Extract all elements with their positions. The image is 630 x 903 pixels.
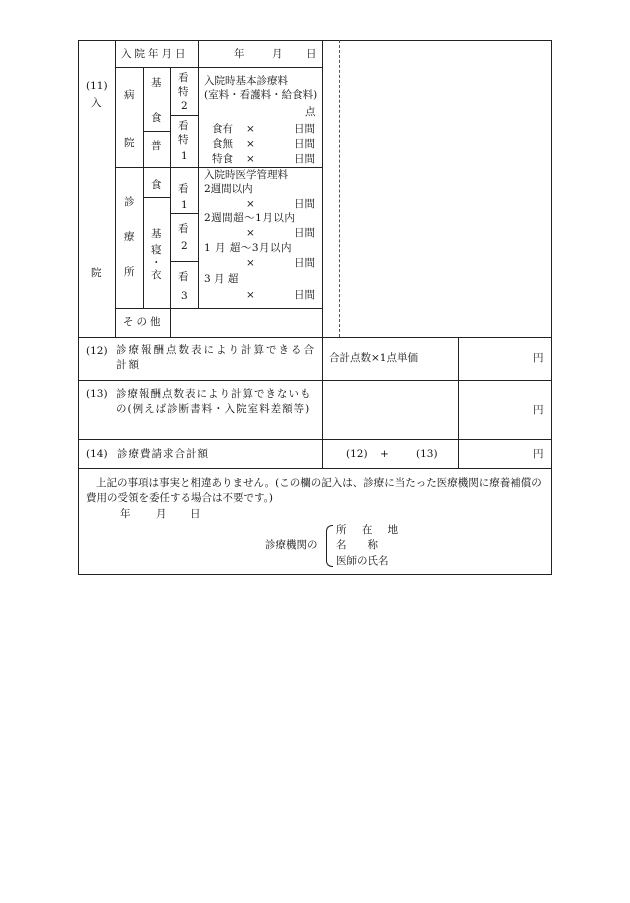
rule bbox=[115, 40, 116, 338]
rule bbox=[115, 167, 322, 168]
row14-ref-12: (12) bbox=[346, 448, 368, 460]
curly-brace bbox=[326, 525, 333, 567]
rule bbox=[322, 40, 323, 469]
mgmt-fee-period: 2週間以内 bbox=[204, 183, 253, 195]
nursing-grade: 2 bbox=[181, 240, 188, 252]
basic-fee-unit: 点 bbox=[305, 106, 316, 118]
row12-formula: 合計点数×1点単価 bbox=[329, 352, 418, 364]
row13-yen: 円 bbox=[533, 404, 544, 416]
section-title-char: 入 bbox=[91, 97, 102, 109]
nursing-grade: 看 bbox=[178, 223, 189, 235]
rule bbox=[115, 308, 322, 309]
admission-date-label: 入院年月日 bbox=[121, 48, 189, 60]
nursing-grade: 1 bbox=[181, 199, 188, 211]
mgmt-fee-period: 1 月 超〜3月以内 bbox=[204, 242, 293, 254]
admission-date-day: 日 bbox=[306, 48, 317, 60]
regular-meal-char: 普 bbox=[151, 140, 162, 152]
fee-row-times: × bbox=[246, 153, 255, 165]
admission-date-month: 月 bbox=[272, 48, 283, 60]
fee-row-times: × bbox=[246, 123, 255, 135]
basic-bedding-char: 基 bbox=[151, 228, 162, 240]
basic-bedding-char: ・ bbox=[151, 257, 162, 269]
mgmt-fee-unit: 日間 bbox=[294, 257, 315, 269]
rule bbox=[143, 67, 144, 308]
nursing-grade: 2 bbox=[181, 100, 188, 112]
rule bbox=[170, 213, 199, 214]
rule bbox=[78, 337, 552, 338]
nursing-grade: 看 bbox=[178, 183, 189, 195]
mgmt-fee-period: 3 月 超 bbox=[204, 273, 239, 285]
row12-label: 診療報酬点数表により計算できる合計額 bbox=[116, 344, 316, 371]
fee-row-unit: 日間 bbox=[294, 153, 315, 165]
basic-meal-char: 基 bbox=[151, 77, 162, 89]
cert-date-month: 月 bbox=[156, 508, 167, 520]
rule bbox=[115, 67, 322, 68]
fee-row-label: 食有 bbox=[212, 123, 233, 135]
certification-text: 上記の事項は事実と相違ありません。(この欄の記入は、診療に当たった医療機関に療養補償の費用の受領を委任する場合は不要です。) bbox=[86, 477, 542, 504]
nursing-grade: 3 bbox=[181, 290, 188, 302]
mgmt-fee-unit: 日間 bbox=[294, 289, 315, 301]
row13-number: (13) bbox=[86, 388, 108, 400]
mgmt-fee-times: × bbox=[246, 257, 255, 269]
section-title-char: 院 bbox=[91, 267, 102, 279]
cert-date-year: 年 bbox=[120, 508, 131, 520]
fee-row-times: × bbox=[246, 138, 255, 150]
institution-label: 診療機関の bbox=[265, 539, 318, 551]
basic-bedding-char: 衣 bbox=[151, 269, 162, 281]
clinic-label-char: 療 bbox=[124, 231, 135, 243]
nursing-grade: 看 bbox=[178, 120, 189, 132]
rule bbox=[78, 380, 552, 381]
row14-ref-13: (13) bbox=[416, 448, 438, 460]
row12-yen: 円 bbox=[533, 352, 544, 364]
fee-row-label: 食無 bbox=[212, 138, 233, 150]
row13-label: 診療報酬点数表により計算できないもの(例えば診断書料・入院室料差額等) bbox=[116, 388, 312, 415]
rule bbox=[198, 40, 199, 308]
nursing-grade: 特 bbox=[178, 86, 189, 98]
mgmt-fee-times: × bbox=[246, 227, 255, 239]
row14-plus: + bbox=[380, 448, 389, 460]
rule bbox=[78, 468, 552, 469]
institution-address-label: 所 在 地 bbox=[336, 524, 405, 536]
row14-yen: 円 bbox=[533, 448, 544, 460]
rule bbox=[551, 40, 552, 575]
basic-bedding-char: 寝 bbox=[151, 244, 162, 256]
institution-name-label: 名 称 bbox=[336, 539, 378, 551]
basic-fee-title: 入院時基本診療料 bbox=[204, 75, 288, 87]
fee-row-unit: 日間 bbox=[294, 138, 315, 150]
mgmt-fee-period: 2週間超〜1月以内 bbox=[204, 212, 296, 224]
rule bbox=[170, 261, 199, 262]
mgmt-fee-times: × bbox=[246, 289, 255, 301]
rule bbox=[78, 439, 552, 440]
mgmt-fee-title: 入院時医学管理料 bbox=[204, 169, 288, 181]
rule bbox=[143, 197, 171, 198]
nursing-grade: 看 bbox=[178, 72, 189, 84]
rule bbox=[170, 115, 199, 116]
mgmt-fee-unit: 日間 bbox=[294, 198, 315, 210]
row14-number: (14) bbox=[86, 448, 108, 460]
section-number: (11) bbox=[86, 80, 108, 92]
basic-fee-detail: (室料・看護料・給食料) bbox=[204, 89, 318, 101]
rule bbox=[170, 67, 171, 338]
row14-label: 診療費請求合計額 bbox=[117, 448, 209, 460]
clinic-label-char: 所 bbox=[124, 266, 135, 278]
mgmt-fee-unit: 日間 bbox=[294, 227, 315, 239]
nursing-grade: 特 bbox=[178, 134, 189, 146]
rule bbox=[458, 337, 459, 469]
fee-row-label: 特食 bbox=[212, 153, 233, 165]
regular-meal-char: 食 bbox=[151, 179, 162, 191]
ward-label-char: 院 bbox=[124, 137, 135, 149]
ward-label-char: 病 bbox=[124, 89, 135, 101]
clinic-label-char: 診 bbox=[124, 196, 135, 208]
row12-number: (12) bbox=[86, 345, 108, 357]
rule bbox=[78, 40, 552, 41]
dashed-rule bbox=[339, 40, 340, 337]
rule bbox=[78, 574, 552, 575]
cert-date-day: 日 bbox=[190, 508, 201, 520]
nursing-grade: 看 bbox=[178, 271, 189, 283]
fee-row-unit: 日間 bbox=[294, 123, 315, 135]
mgmt-fee-times: × bbox=[246, 198, 255, 210]
basic-meal-char: 食 bbox=[151, 112, 162, 124]
other-label: その他 bbox=[123, 316, 164, 328]
admission-date-year: 年 bbox=[234, 48, 245, 60]
nursing-grade: 1 bbox=[181, 150, 188, 162]
rule bbox=[78, 40, 79, 575]
doctor-name-label: 医師の氏名 bbox=[336, 555, 389, 567]
rule bbox=[143, 131, 171, 132]
